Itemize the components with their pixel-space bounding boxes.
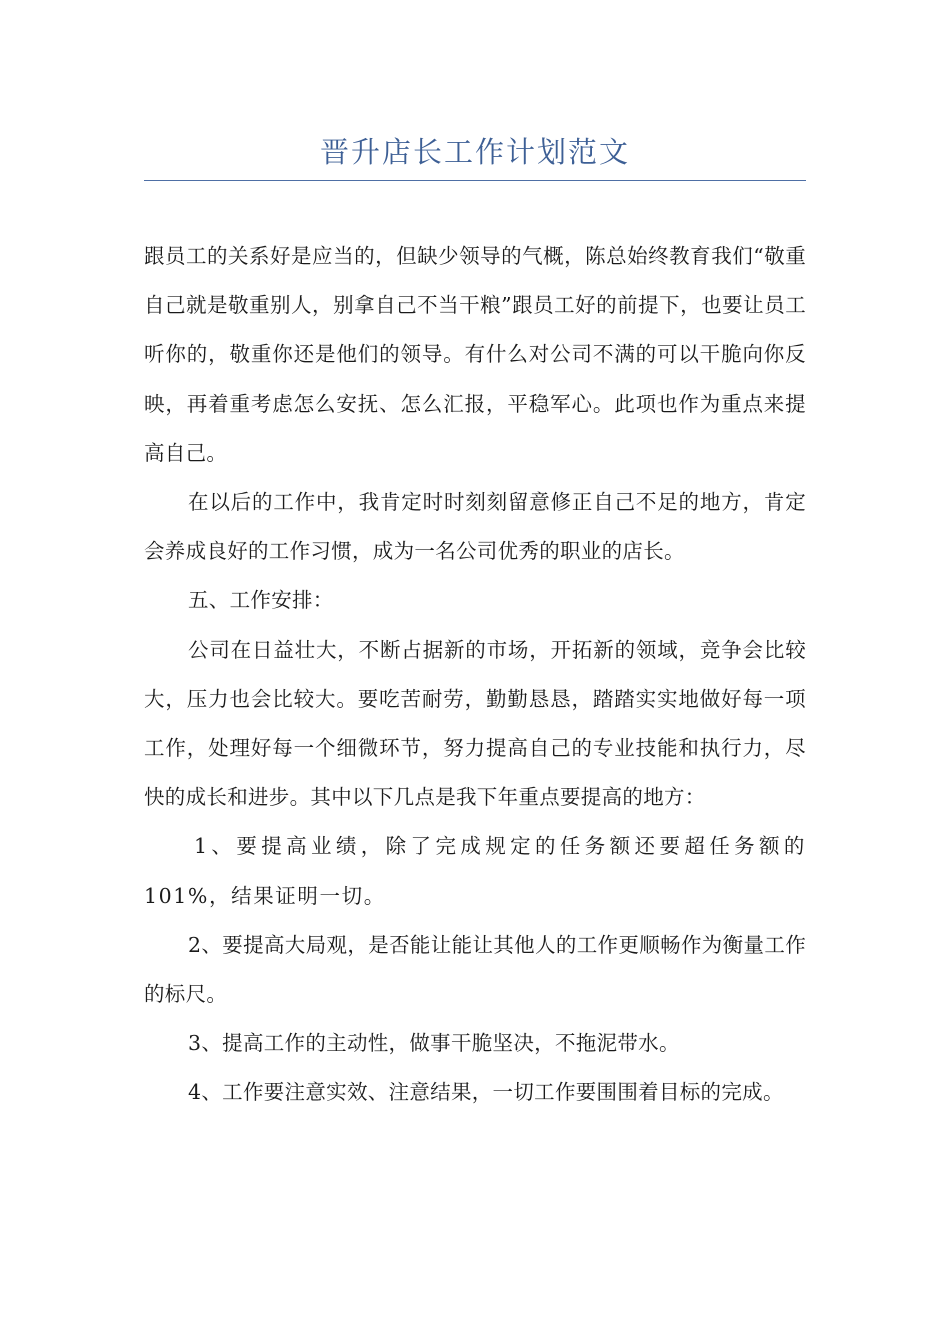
- document-title: 晋升店长工作计划范文: [319, 135, 630, 169]
- document-body: [144, 232, 806, 1118]
- list-item-4: 4、工作要注意实效、注意结果，一切工作要围围着目标的完成。: [188, 1080, 784, 1105]
- paragraph-company-growth: 公司在日益壮大，不断占据新的市场，开拓新的领域，竞争会比较大，压力也会比较大。要吃苦耐劳，勤勤恳恳，踏踏实实地做好每一项工作，处理好每一个细微环节，努力提高自己的专业技能和执行力，尽快的成长和进步。其中以下几点是我下年重点要提高的地方：: [144, 637, 806, 810]
- paragraph-future-work: 在以后的工作中，我肯定时时刻刻留意修正自己不足的地方，肯定会养成良好的工作习惯，成为一名公司优秀的职业的店长。: [144, 490, 806, 564]
- list-item-2: 2、要提高大局观，是否能让能让其他人的工作更顺畅作为衡量工作的标尺。: [144, 932, 806, 1007]
- list-item-1: 1、要提高业绩，除了完成规定的任务额还要超任务额的101%，结果证明一切。: [144, 834, 806, 908]
- title-underline: [144, 180, 806, 181]
- paragraph-staff-relations: 跟员工的关系好是应当的，但缺少领导的气概，陈总始终教育我们“敬重自己就是敬重别人，别拿自己不当干粮”跟员工好的前提下，也要让员工听你的，敬重你还是他们的领导。有什么对公司不满的可以干脆向你反映，再着重考虑怎么安抚、怎么汇报，平稳军心。此项也作为重点来提高自己。: [144, 244, 806, 465]
- list-item-3: 3、提高工作的主动性，做事干脆坚决，不拖泥带水。: [188, 1031, 680, 1056]
- section-heading-work-arrangement: 五、工作安排：: [188, 588, 334, 613]
